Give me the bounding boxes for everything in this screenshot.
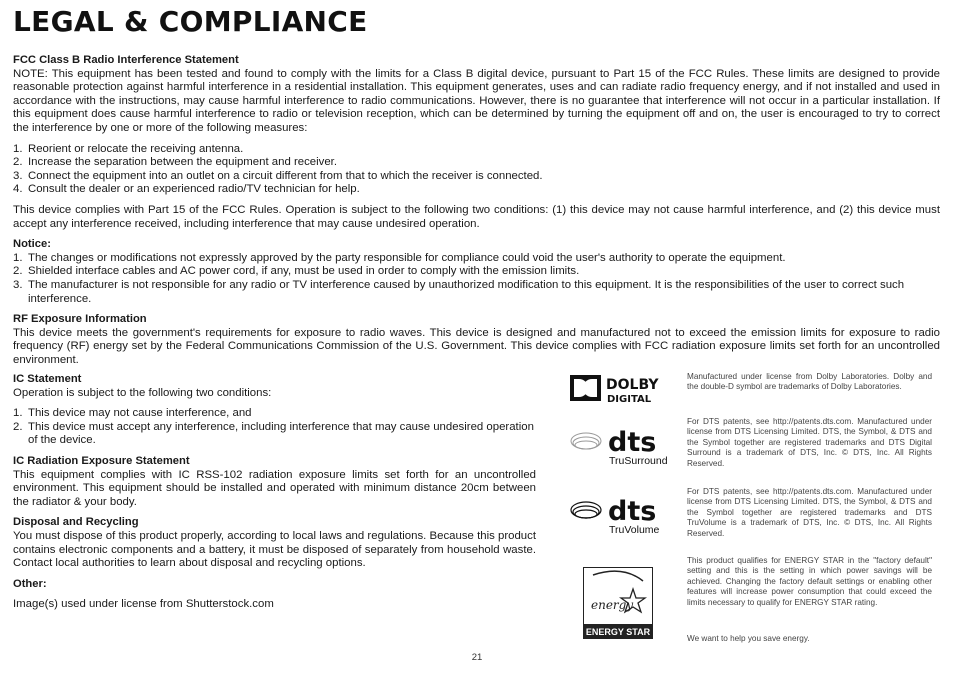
- notice-list: [13, 252, 940, 306]
- dolby-text: Manufactured under license from Dolby Laboratories. Dolby and the double-D symbol are trademarks of Dolby Laboratories.: [687, 372, 932, 392]
- svg-text:DOLBY: DOLBY: [606, 377, 659, 393]
- fcc-heading: FCC Class B Radio Interference Statement: [13, 54, 239, 66]
- energy-star-logo: [583, 567, 653, 639]
- dts-truvolume-row: [570, 486, 932, 546]
- notice-heading: Notice:: [13, 238, 51, 251]
- svg-text:dts: dts: [608, 496, 657, 527]
- list-item: 4. Consult the dealer or an experienced radio/TV technician for help.: [13, 183, 360, 196]
- list-item: 1. The changes or modifications not expressly approved by the party responsible for compliance could void the user's authority to operate the equipment.: [13, 251, 786, 264]
- disposal-heading: Disposal and Recycling: [13, 516, 139, 529]
- svg-text:ENERGY STAR: ENERGY STAR: [585, 627, 651, 637]
- fcc-body: NOTE: This equipment has been tested and found to comply with the limits for a Class B digital device, pursuant to Part 15 of the FCC Rules. These limits are designed to provide reasonable protection against harmful interference in a residential installation. This equipment generates, uses and can radiate radio frequency energy, and if not installed and used in accordance with the instructions, may cause harmful interference to radio communications. However, there is no guarantee that interference will not occur in a particular installation. If this equipment does cause harmful interference to radio or television reception, which can be determined by turning the equipment off and on, the user is encouraged to try to correct the interference by one or more of the following measures:: [13, 67, 940, 134]
- list-item: 1. This device may not cause interference, and: [13, 407, 252, 420]
- dolby-digital-logo: [570, 373, 670, 405]
- list-item: 3. The manufacturer is not responsible for any radio or TV interference caused by unauthorized modification to this equipment. It is the responsibilities of the user to correct such interference.: [13, 278, 905, 305]
- list-item: 2. Increase the separation between the equipment and receiver.: [13, 156, 338, 169]
- ic-rf-heading: IC Radiation Exposure Statement: [13, 454, 190, 467]
- energy-star-row: [570, 555, 932, 650]
- ic-rf-body: This equipment complies with IC RSS-102 radiation exposure limits set forth for an uncontrolled environment. This equipment should be installed and operated with minimum distance 20cm between the radiator & your body.: [13, 468, 536, 508]
- dts-trusurround-logo: [570, 421, 670, 471]
- dts-truvolume-text: For DTS patents, see http://patents.dts.com. Manufactured under license from DTS Licensing Limited. DTS, the Symbol, & DTS and the Symbol together are registered trademarks and DTS TruVolume is a trademark of DTS, Inc. © DTS, Inc. All Rights Reserved.: [687, 487, 932, 538]
- list-item: 2. This device must accept any interference, including interference that may cause undesired operation of the device.: [13, 420, 534, 447]
- rf-body: This device meets the government's requirements for exposure to radio waves. This device is designed and manufactured not to exceed the emission limits for exposure to radio frequency (RF) energy set by the Federal Communications Commission of the U.S. Government. This device complies with FCC radiation exposure limits set forth for an uncontrolled environment.: [13, 326, 940, 366]
- svg-text:TruSurround: TruSurround: [609, 455, 668, 467]
- list-item: 2. Shielded interface cables and AC power cord, if any, must be used in order to comply with the emission limits.: [13, 265, 580, 278]
- dts-trusurround-text: For DTS patents, see http://patents.dts.com. Manufactured under license from DTS Licensing Limited. DTS, the Symbol, & DTS and the Symbol together are registered trademarks and DTS Digital Surround is a trademark of DTS, Inc. © DTS, Inc. All Rights Reserved.: [687, 417, 932, 468]
- dts-truvolume-logo: [570, 490, 670, 540]
- fcc-measures-list: [13, 143, 940, 197]
- left-column: [13, 373, 536, 612]
- part15-statement: This device complies with Part 15 of the FCC Rules. Operation is subject to the following two conditions: (1) this device may not cause harmful interference, and (2) this device must accept any interference received, including interference that may cause undesired operation.: [13, 203, 940, 230]
- dts-trusurround-row: [570, 416, 932, 476]
- ic-list: [13, 407, 536, 448]
- energy-star-text: This product qualifies for ENERGY STAR in the "factory default" setting and this is the setting in which power savings will be achieved. Changing the factory default settings or enabling other features will increase power consumption that could exceed the limits necessary to qualify for ENERGY STAR rating.: [687, 556, 932, 607]
- dolby-row: [570, 370, 932, 410]
- rf-heading: RF Exposure Information: [13, 313, 147, 326]
- svg-text:dts: dts: [608, 427, 657, 458]
- page-number: 21: [471, 652, 483, 663]
- svg-text:TruVolume: TruVolume: [609, 524, 660, 536]
- energy-star-tagline: We want to help you save energy.: [687, 634, 810, 643]
- list-item: 3. Connect the equipment into an outlet on a circuit different from that to which the receiver is connected.: [13, 169, 543, 182]
- list-item: 1. Reorient or relocate the receiving antenna.: [13, 142, 244, 155]
- svg-text:energy: energy: [591, 598, 634, 612]
- other-body: Image(s) used under license from Shutterstock.com: [13, 598, 274, 611]
- other-heading: Other:: [13, 577, 47, 590]
- ic-intro: Operation is subject to the following two conditions:: [13, 386, 272, 399]
- page-title: LEGAL & COMPLIANCE: [13, 5, 368, 38]
- ic-heading: IC Statement: [13, 373, 82, 385]
- full-width-section: [13, 54, 940, 367]
- disposal-body: You must dispose of this product properly, according to local laws and regulations. Because this product contains electronic components and a battery, it must be disposed of separately from household waste. Contact local authorities to learn about disposal and recycling options.: [13, 529, 536, 570]
- svg-text:DIGITAL: DIGITAL: [607, 394, 652, 405]
